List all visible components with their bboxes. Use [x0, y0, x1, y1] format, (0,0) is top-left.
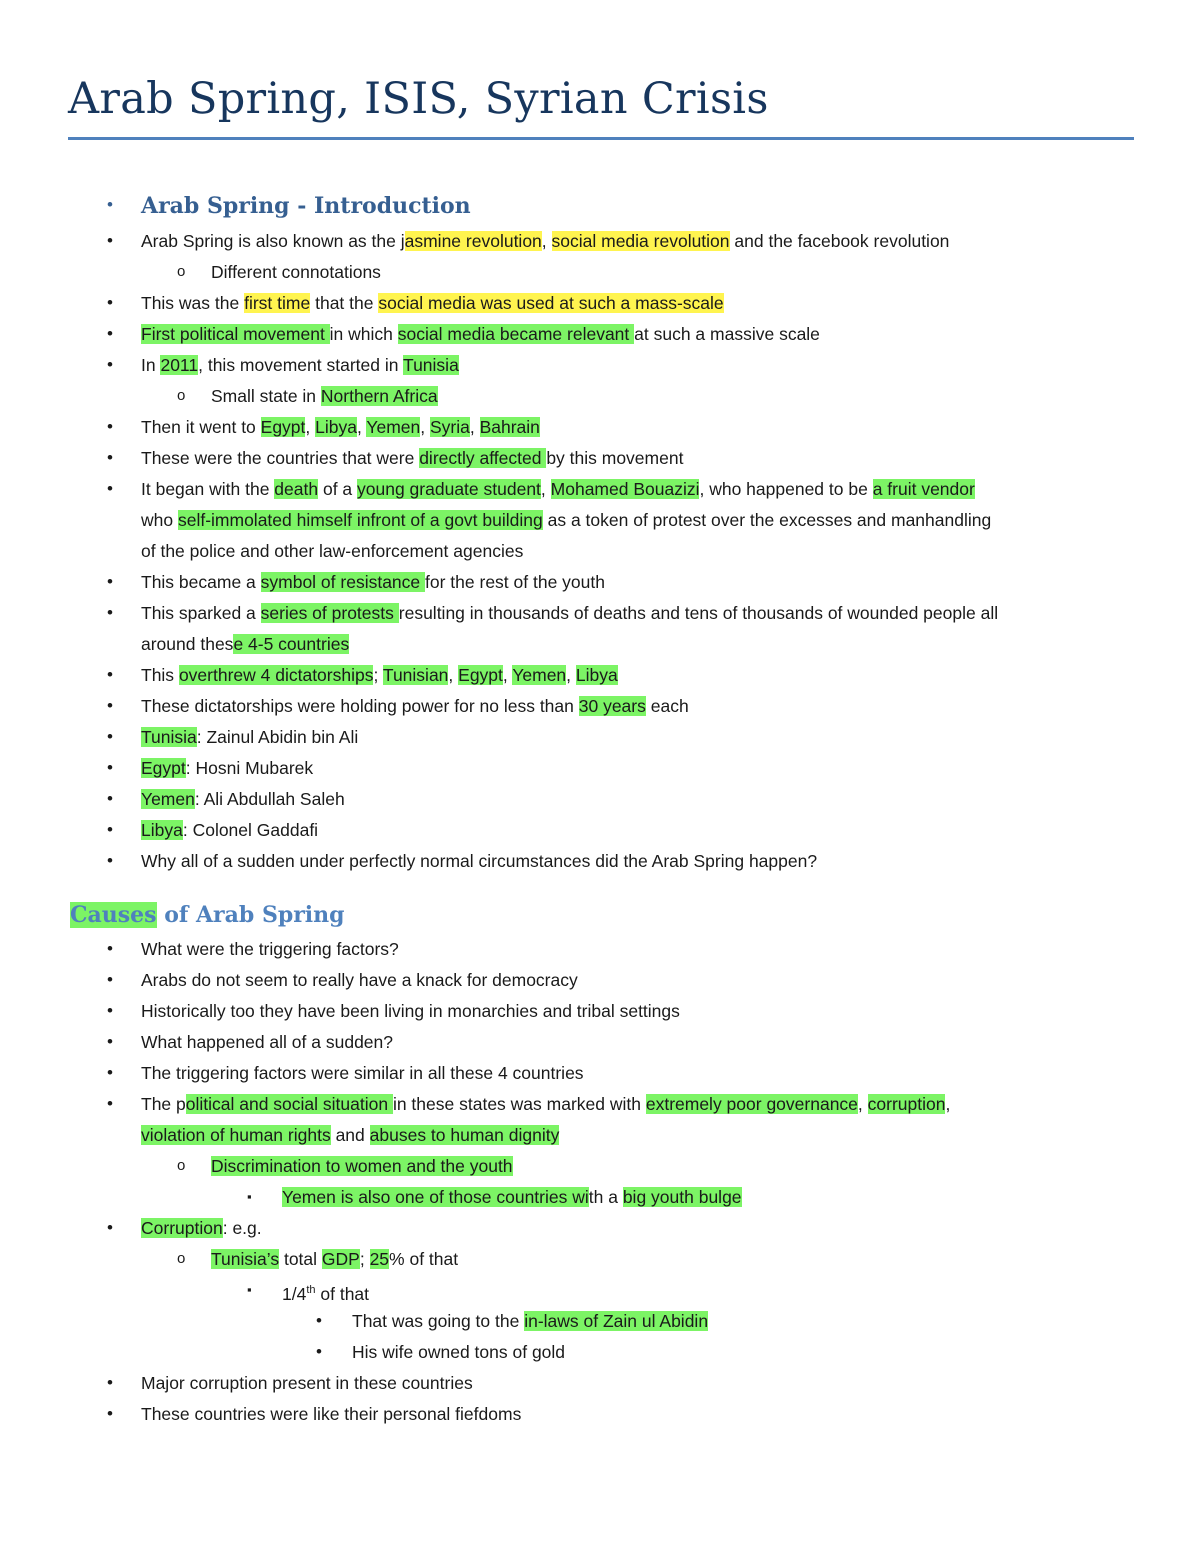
bullet-marker: • — [316, 1342, 322, 1361]
list-item — [211, 1245, 458, 1273]
text-run: ; — [373, 665, 383, 685]
bullet-marker: • — [107, 479, 113, 498]
list-item — [141, 816, 318, 844]
list-item — [141, 227, 949, 255]
list-item — [141, 966, 578, 994]
highlighted-text: death — [274, 479, 319, 499]
text-run: , — [305, 417, 316, 437]
list-item — [141, 661, 618, 689]
list-item — [141, 847, 817, 875]
bullet-marker: • — [107, 355, 113, 374]
text-run: , — [420, 417, 430, 437]
highlighted-text: Libya — [141, 820, 183, 840]
list-item — [141, 1369, 473, 1397]
highlighted-text: social media was used at such a mass-scale — [378, 293, 724, 313]
text-run: each — [645, 696, 689, 716]
list-item — [141, 475, 975, 503]
bullet-marker: • — [107, 1032, 113, 1051]
text-run: What were the triggering factors? — [141, 939, 399, 959]
text-run: What happened all of a sudden? — [141, 1032, 393, 1052]
text-run: In — [141, 355, 161, 375]
text-run: of a — [318, 479, 358, 499]
highlighted-text: series of protests — [260, 603, 399, 623]
bullet-marker: • — [107, 1001, 113, 1020]
list-item — [282, 1183, 742, 1211]
highlighted-text: Yemen is also one of those countries wi — [282, 1187, 589, 1207]
highlighted-text: violation of human rights — [141, 1125, 331, 1145]
text-run: Arab Spring is also known as the j — [141, 231, 405, 251]
list-item-continuation — [141, 537, 523, 565]
list-item — [141, 289, 724, 317]
text-run: , — [540, 479, 551, 499]
highlighted-text: Corruption — [141, 1218, 223, 1238]
highlighted-text: Tunisia — [141, 727, 197, 747]
bullet-marker: o — [177, 1157, 186, 1174]
list-item — [141, 1028, 393, 1056]
text-run: , this movement started in — [198, 355, 404, 375]
text-run: Why all of a sudden under perfectly normal circumstances did the Arab Spring happen? — [141, 851, 818, 871]
list-item — [141, 351, 459, 379]
text-run: , — [541, 231, 552, 251]
text-run: Different connotations — [211, 262, 381, 282]
text-run: as a token of protest over the excesses and manhandling — [542, 510, 992, 530]
list-item-continuation — [141, 506, 991, 534]
text-run: This sparked a — [141, 603, 261, 623]
highlighted-text: abuses to human dignity — [369, 1125, 560, 1145]
bullet-marker: • — [107, 293, 113, 312]
highlighted-text: olitical and social situation — [185, 1094, 393, 1114]
heading-rest: of Arab Spring — [156, 902, 345, 928]
text-run: , — [502, 665, 513, 685]
text-run: : e.g. — [222, 1218, 262, 1238]
list-item — [141, 1400, 521, 1428]
list-item — [141, 1059, 584, 1087]
bullet-marker: • — [107, 448, 113, 467]
highlighted-text: Egypt — [458, 665, 503, 685]
highlighted-text: Bahrain — [479, 417, 540, 437]
highlighted-text: a fruit vendor — [872, 479, 975, 499]
bullet-marker: • — [107, 1404, 113, 1423]
text-run: It began with the — [141, 479, 275, 499]
bullet-marker: • — [107, 417, 113, 436]
highlighted-text: overthrew 4 dictatorships — [178, 665, 374, 685]
list-item — [141, 723, 358, 751]
text-run: 1/4 — [282, 1283, 307, 1304]
text-run: This was the — [141, 293, 245, 313]
text-run: th — [306, 1284, 316, 1296]
highlighted-text: symbol of resistance — [260, 572, 426, 592]
list-item-continuation — [141, 630, 349, 658]
text-run: , who happened to be — [699, 479, 873, 499]
text-run: and the facebook revolution — [729, 231, 950, 251]
highlighted-text: Yemen — [512, 665, 567, 685]
text-run: % of that — [389, 1249, 459, 1269]
highlighted-text: Egypt — [141, 758, 186, 778]
highlighted-text: 25 — [369, 1249, 390, 1269]
bullet-marker: • — [107, 572, 113, 591]
text-run: Major corruption present in these countries — [141, 1373, 473, 1393]
list-item — [141, 413, 540, 441]
list-item — [141, 599, 998, 627]
highlighted-text: big youth bulge — [622, 1187, 742, 1207]
highlighted-text: social media became relevant — [397, 324, 635, 344]
highlighted-text: Yemen — [141, 789, 195, 809]
text-run: : Colonel Gaddafi — [182, 820, 319, 840]
highlighted-text: Egypt — [260, 417, 306, 437]
bullet-marker: • — [107, 970, 113, 989]
highlighted-text: Syria — [429, 417, 470, 437]
bullet-marker: • — [107, 820, 113, 839]
list-item-continuation — [141, 1121, 559, 1149]
list-item — [141, 1090, 950, 1118]
bullet-marker: • — [107, 1373, 113, 1392]
text-run: , — [356, 417, 367, 437]
heading-bullet: • — [107, 195, 113, 214]
text-run: , — [448, 665, 459, 685]
bullet-marker: • — [107, 603, 113, 622]
text-run: in which — [329, 324, 398, 344]
text-run: : Zainul Abidin bin Ali — [196, 727, 359, 747]
text-run: resulting in thousands of deaths and tens of thousands of wounded people all — [398, 603, 999, 623]
bullet-marker: • — [107, 851, 113, 870]
highlighted-text: e 4-5 countries — [233, 634, 350, 654]
list-item — [211, 258, 381, 286]
bullet-marker: ▪ — [247, 1189, 252, 1204]
highlighted-text: 2011 — [160, 355, 199, 375]
text-run: of the police and other law-enforcement agencies — [141, 541, 524, 561]
list-item — [141, 785, 345, 813]
highlighted-text: social media revolution — [551, 231, 730, 251]
text-run: around thes — [141, 634, 234, 654]
text-run: Small state in — [211, 386, 321, 406]
highlighted-text: directly affected — [419, 448, 547, 468]
text-run: by this movement — [546, 448, 684, 468]
bullet-marker: o — [177, 387, 186, 404]
highlighted-text: First political movement — [141, 324, 330, 344]
list-item — [141, 568, 605, 596]
text-run: These dictatorships were holding power for no less than — [141, 696, 579, 716]
text-run: for the rest of the youth — [425, 572, 605, 592]
text-run: , — [945, 1094, 951, 1114]
text-run: : Hosni Mubarek — [185, 758, 314, 778]
bullet-marker: • — [107, 939, 113, 958]
text-run: at such a massive scale — [634, 324, 820, 344]
bullet-marker: • — [107, 696, 113, 715]
highlighted-text: Yemen — [366, 417, 421, 437]
highlighted-text: Northern Africa — [320, 386, 438, 406]
text-run: Arabs do not seem to really have a knack for democracy — [141, 970, 578, 990]
bullet-marker: • — [107, 1218, 113, 1237]
bullet-marker: • — [107, 1063, 113, 1082]
heading-highlight: Causes — [70, 902, 157, 928]
text-run: total — [279, 1249, 322, 1269]
highlighted-text: GDP — [321, 1249, 360, 1269]
highlighted-text: 30 years — [578, 696, 646, 716]
list-item — [211, 1152, 513, 1180]
text-run: These countries were like their personal fiefdoms — [141, 1404, 522, 1424]
list-item — [352, 1307, 708, 1335]
list-item — [141, 997, 680, 1025]
text-run: ; — [359, 1249, 370, 1269]
bullet-marker: • — [107, 758, 113, 777]
bullet-marker: • — [107, 727, 113, 746]
list-item — [211, 382, 438, 410]
list-item — [141, 935, 399, 963]
text-run: , — [566, 665, 576, 685]
bullet-marker: o — [177, 1250, 186, 1267]
text-run: The p — [141, 1094, 186, 1114]
bullet-marker: ▪ — [247, 1282, 252, 1297]
text-run: These were the countries that were — [141, 448, 420, 468]
highlighted-text: extremely poor governance — [645, 1094, 858, 1114]
text-run: Then it went to — [141, 417, 261, 437]
highlighted-text: Mohamed Bouazizi — [550, 479, 700, 499]
page-title: Arab Spring, ISIS, Syrian Crisis — [68, 74, 769, 124]
text-run: who — [141, 510, 178, 530]
bullet-marker: • — [107, 789, 113, 808]
highlighted-text: Tunisia — [403, 355, 459, 375]
text-run: This became a — [141, 572, 261, 592]
list-item — [352, 1338, 565, 1366]
text-run: His wife owned tons of gold — [352, 1342, 566, 1362]
bullet-marker: • — [107, 324, 113, 343]
text-run: , — [857, 1094, 868, 1114]
text-run: , — [469, 417, 480, 437]
highlighted-text: corruption — [867, 1094, 946, 1114]
list-item — [141, 444, 683, 472]
bullet-marker: • — [107, 1094, 113, 1113]
highlighted-text: first time — [244, 293, 311, 313]
text-run: This — [141, 665, 179, 685]
text-run: Historically too they have been living in monarchies and tribal settings — [141, 1001, 680, 1021]
list-item — [282, 1276, 369, 1308]
text-run: The triggering factors were similar in all these 4 countries — [141, 1063, 584, 1083]
highlighted-text: Tunisia’s — [211, 1249, 280, 1269]
highlighted-text: Discrimination to women and the youth — [211, 1156, 513, 1176]
text-run: and — [330, 1125, 370, 1145]
highlighted-text: Libya — [575, 665, 618, 685]
text-run: : Ali Abdullah Saleh — [194, 789, 345, 809]
text-run: That was going to the — [352, 1311, 525, 1331]
list-item — [141, 692, 689, 720]
list-item — [141, 1214, 262, 1242]
highlighted-text: self-immolated himself infront of a govt building — [177, 510, 543, 530]
section-heading-intro: Arab Spring - Introduction — [141, 193, 471, 219]
bullet-marker: • — [316, 1311, 322, 1330]
highlighted-text: in-laws of Zain ul Abidin — [524, 1311, 709, 1331]
text-run: of that — [315, 1283, 370, 1304]
highlighted-text: Libya — [315, 417, 357, 437]
highlighted-text: asmine revolution — [404, 231, 542, 251]
highlighted-text: young graduate student — [357, 479, 541, 499]
section-heading-causes — [70, 900, 345, 930]
bullet-marker: • — [107, 231, 113, 250]
list-item — [141, 320, 820, 348]
bullet-marker: o — [177, 263, 186, 280]
text-run: in these states was marked with — [392, 1094, 646, 1114]
list-item — [141, 754, 313, 782]
text-run: th a — [588, 1187, 623, 1207]
bullet-marker: • — [107, 665, 113, 684]
text-run: that the — [310, 293, 379, 313]
highlighted-text: Tunisian — [382, 665, 449, 685]
title-underline — [68, 137, 1134, 140]
